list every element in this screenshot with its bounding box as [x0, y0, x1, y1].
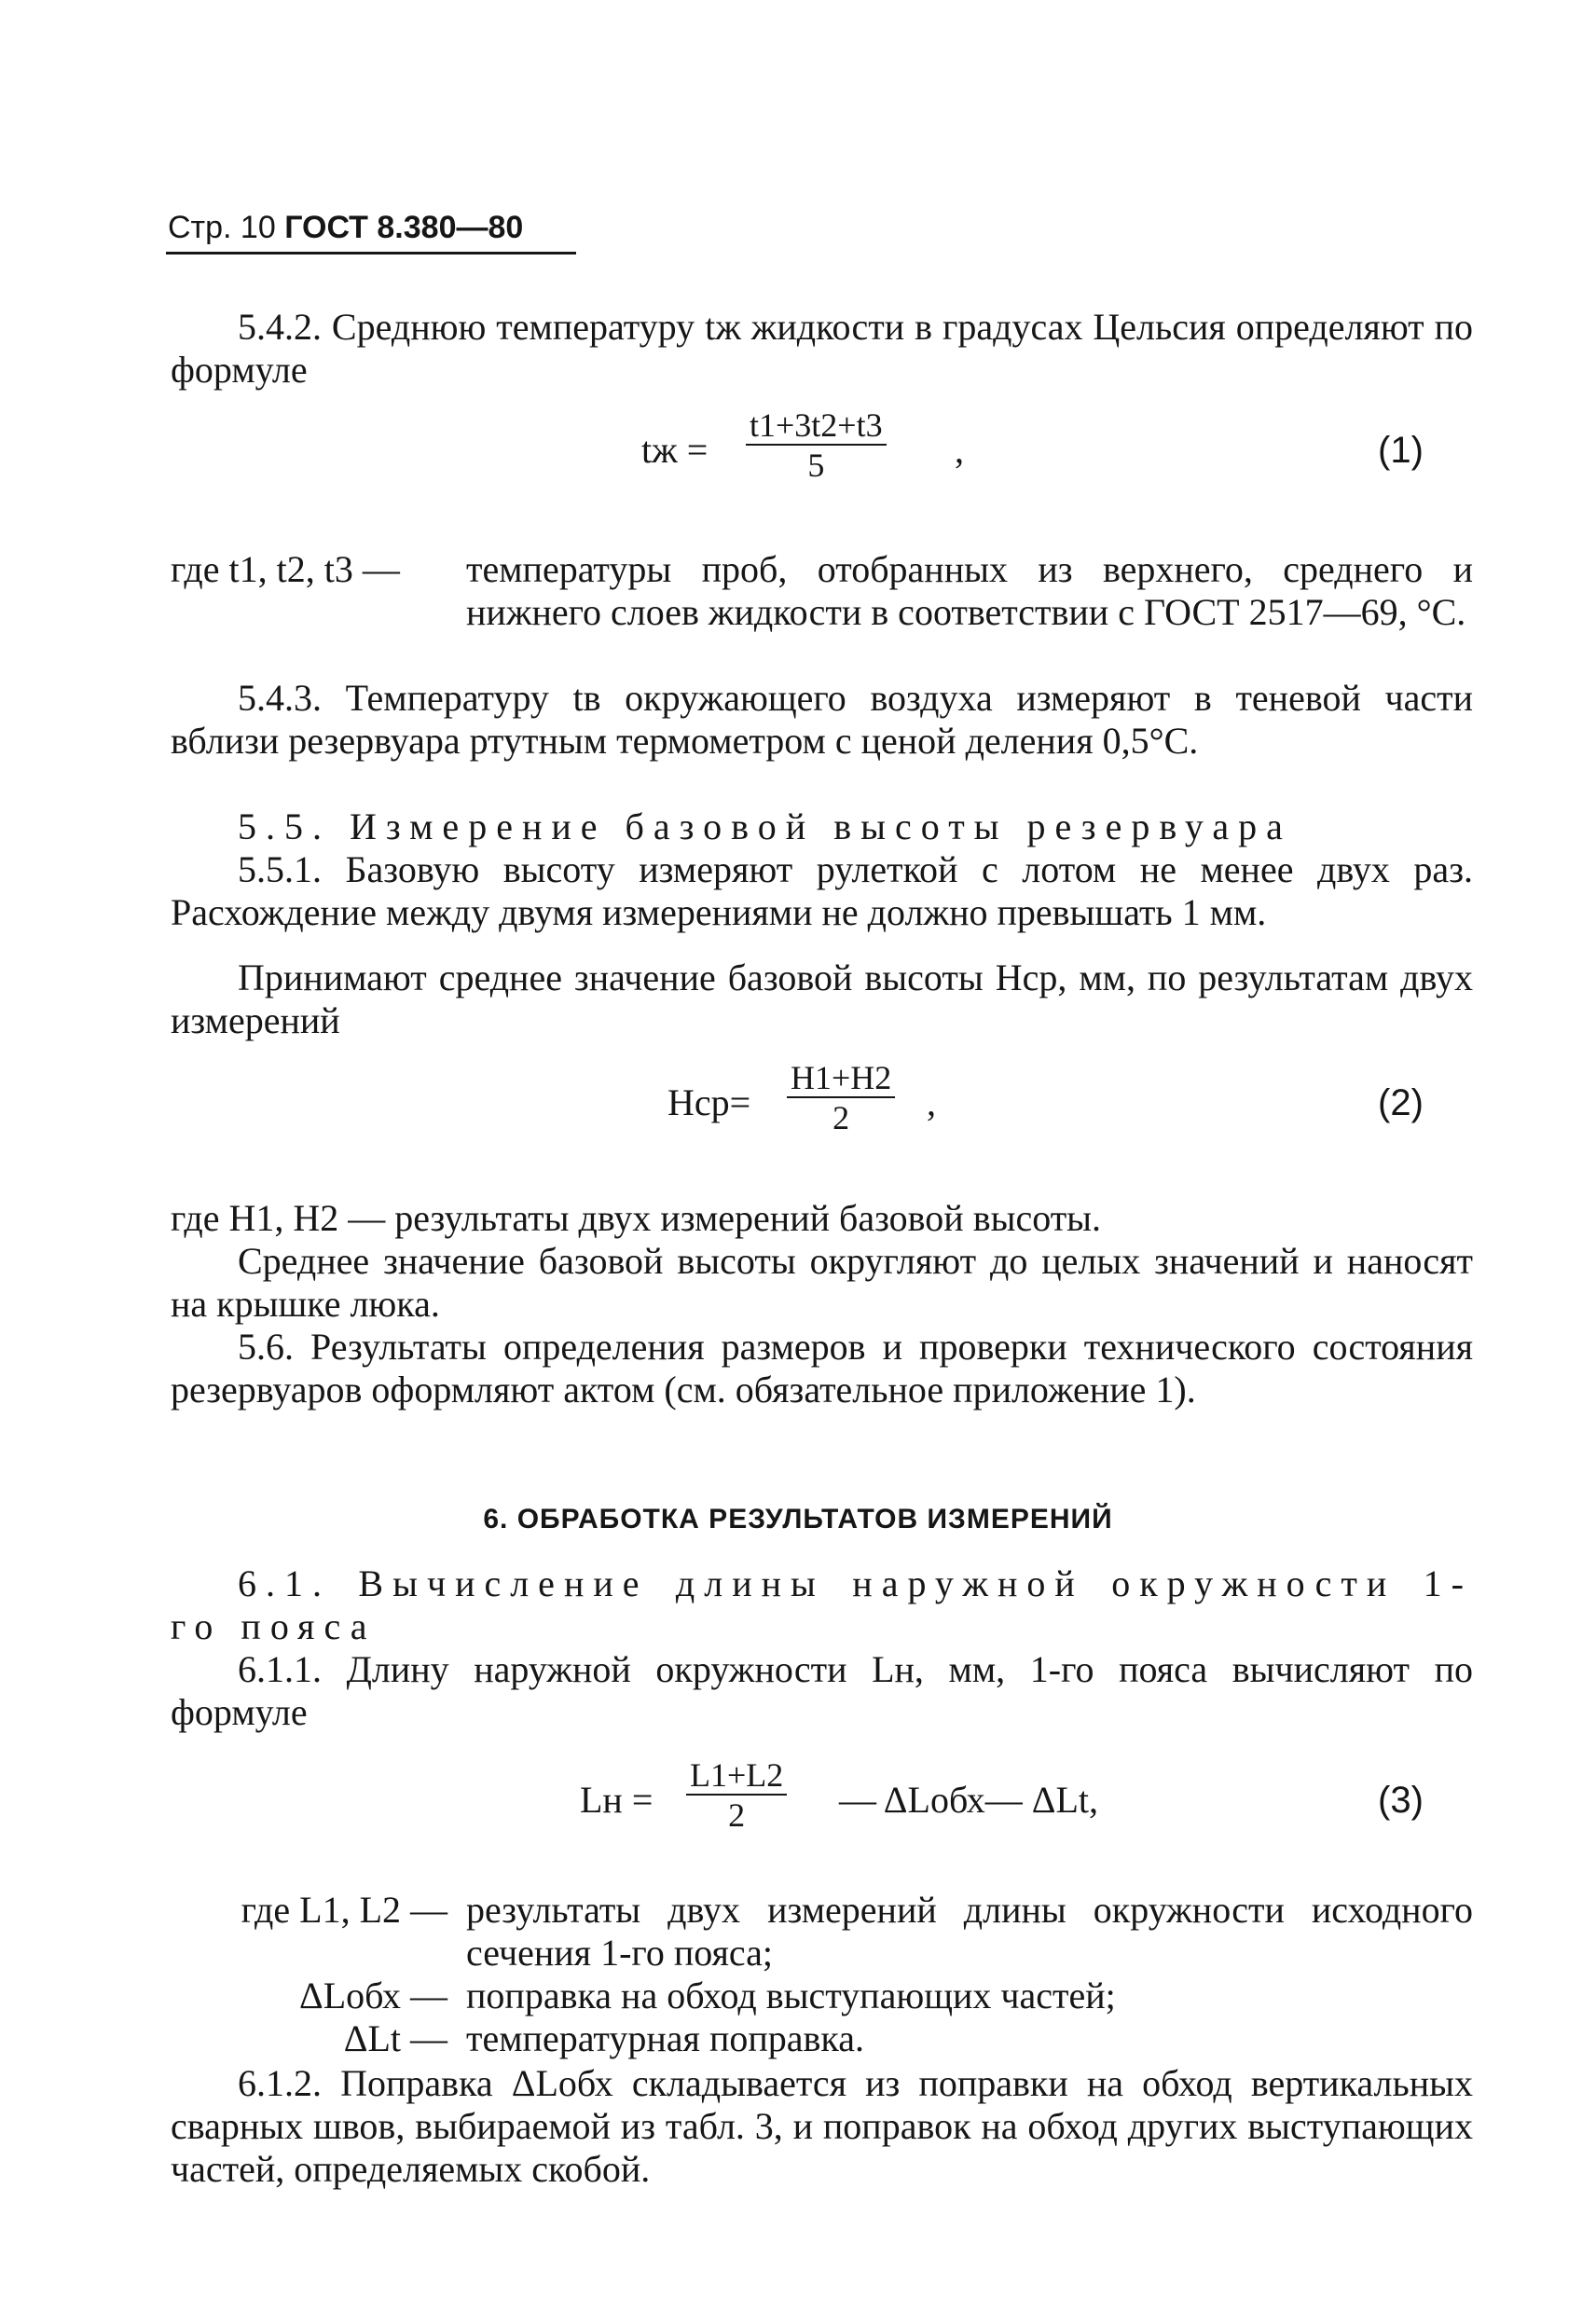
- page-header: [168, 207, 574, 248]
- definition-2: где H1, H2 — результаты двух измерений базовой высоты.: [171, 1197, 1102, 1239]
- formula-1-denominator: 5: [807, 447, 825, 484]
- formula-2-tail: ,: [927, 1081, 936, 1123]
- paragraph-5-6: 5.6. Результаты определения размеров и проверки технического состояния резервуаров оформляют актом (см. обязательное приложение 1).: [171, 1326, 1473, 1411]
- paragraph-5-4-2: 5.4.2. Среднюю температуру tж жидкости в градусах Цельсия определяют по формуле: [171, 306, 1473, 391]
- definition-3-symbol-1: где L1, L2 —: [241, 1889, 447, 1931]
- formula-1-numerator: t1+3t2+t3: [750, 406, 883, 444]
- formula-2-number: (2): [1378, 1082, 1424, 1123]
- formula-3: [0, 1751, 1596, 1853]
- paragraph-6-1-2: 6.1.2. Поправка ΔLобх складывается из поправки на обход вертикальных сварных швов, выбираемой из табл. 3, и поправок на обход других выступающих частей, определяемых скобой.: [171, 2062, 1473, 2190]
- paragraph-6-1-title: 6.1. Вычисление длины наружной окружности 1-го пояса: [171, 1562, 1473, 1647]
- page-number-label: Стр. 10: [168, 210, 276, 245]
- formula-2: [0, 1053, 1596, 1156]
- paragraph-5-4-3: 5.4.3. Температуру tв окружающего воздуха измеряют в теневой части вблизи резервуара ртутным термометром с ценой деления 0,5°С.: [171, 677, 1473, 762]
- formula-3-tail: — ΔLобх— ΔLt,: [839, 1779, 1099, 1821]
- formula-3-denominator: 2: [728, 1796, 746, 1834]
- formula-2-lhs: Hср=: [667, 1081, 751, 1123]
- paragraph-5-5-1-mean: Принимают среднее значение базовой высоты Hср, мм, по результатам двух измерений: [171, 956, 1473, 1041]
- paragraph-5-5-1-rounding: Среднее значение базовой высоты округляют до целых значений и наносят на крышке люка.: [171, 1240, 1473, 1325]
- section-6-heading: 6. ОБРАБОТКА РЕЗУЛЬТАТОВ ИЗМЕРЕНИЙ: [483, 1504, 1113, 1534]
- formula-3-number: (3): [1378, 1780, 1424, 1821]
- paragraph-5-5-1: 5.5.1. Базовую высоту измеряют рулеткой с лотом не менее двух раз. Расхождение между двумя измерениями не должно превышать 1 мм.: [171, 848, 1473, 933]
- header-rule: [166, 252, 576, 255]
- formula-1: [0, 401, 1596, 503]
- definition-1-lead: где t1, t2, t3 —: [171, 548, 400, 590]
- formula-1-fraction: [746, 406, 887, 485]
- formula-3-numerator: L1+L2: [690, 1756, 784, 1794]
- definition-1-text: температуры проб, отобранных из верхнего, среднего и нижнего слоев жидкости в соответствии с ГОСТ 2517—69, °С.: [466, 548, 1473, 633]
- definition-3-symbol-2: ΔLобх —: [299, 1975, 447, 2016]
- definition-3-text-1: результаты двух измерений длины окружности исходного сечения 1-го пояса;: [466, 1889, 1473, 1974]
- formula-2-denominator: 2: [832, 1099, 850, 1136]
- standard-designation: ГОСТ 8.380—80: [284, 210, 524, 245]
- definition-3-text-3: температурная поправка.: [466, 2017, 864, 2059]
- formula-1-tail: ,: [955, 429, 964, 471]
- formula-1-number: (1): [1378, 430, 1424, 471]
- paragraph-5-5-title: 5.5. Измерение базовой высоты резервуара: [238, 805, 1292, 847]
- definition-3-text-2: поправка на обход выступающих частей;: [466, 1975, 1116, 2016]
- paragraph-6-1-1: 6.1.1. Длину наружной окружности Lн, мм, 1-го пояса вычисляют по формуле: [171, 1648, 1473, 1733]
- formula-2-fraction: [787, 1059, 895, 1137]
- formula-2-numerator: H1+H2: [791, 1059, 892, 1096]
- formula-1-lhs: tж =: [641, 429, 709, 471]
- formula-3-lhs: Lн =: [580, 1779, 654, 1821]
- formula-3-fraction: [686, 1756, 787, 1835]
- definition-3-symbol-3: ΔLt —: [343, 2017, 447, 2059]
